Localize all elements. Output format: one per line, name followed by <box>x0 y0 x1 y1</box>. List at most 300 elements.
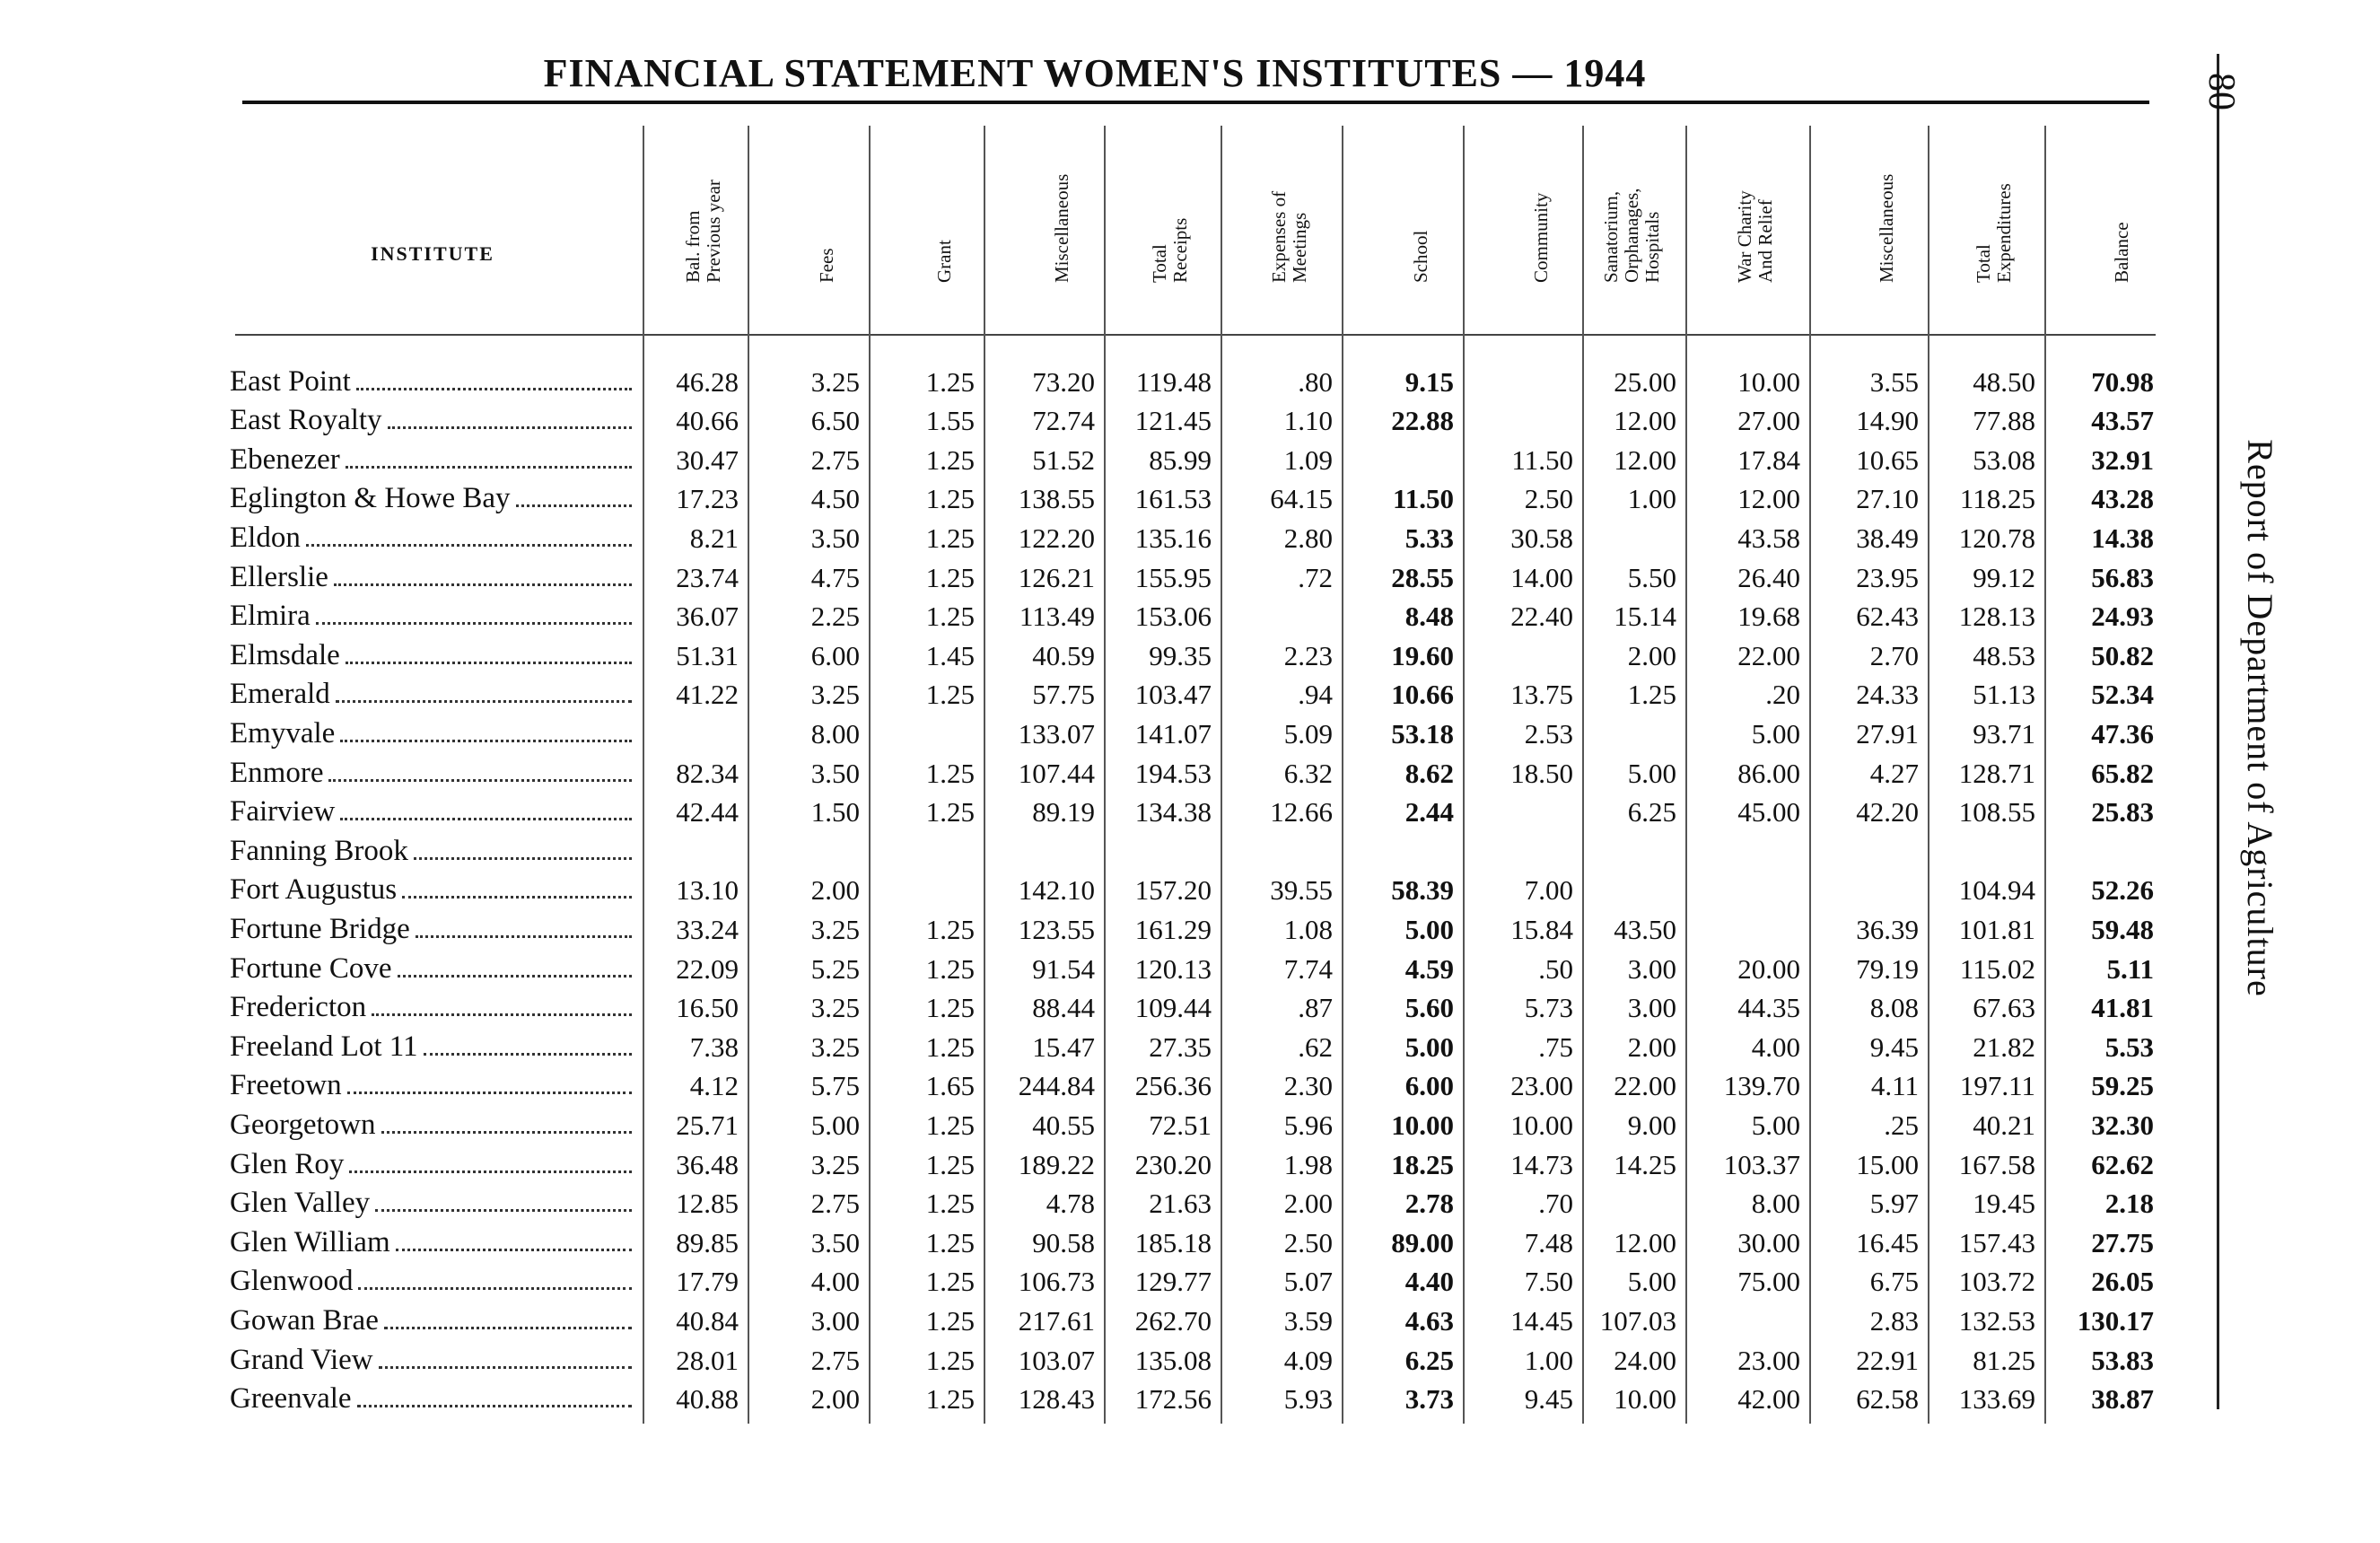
cell-community: .75 <box>1538 1030 1573 1063</box>
cell-balance: 56.83 <box>2091 561 2154 593</box>
cell-bal-previous-year: 36.48 <box>676 1148 739 1180</box>
cell-balance: 38.87 <box>2091 1383 2154 1416</box>
cell-sanatorium-orphanages-hospitals: 12.00 <box>1614 405 1676 437</box>
institute-cell <box>230 359 632 399</box>
cell-community: 2.50 <box>1524 483 1573 515</box>
institute-name: Glen William <box>230 1225 390 1258</box>
column-header-label: Miscellaneous <box>1051 173 1072 283</box>
table-row <box>0 672 2172 712</box>
column-header-receipts-miscellaneous <box>985 126 1106 337</box>
column-header-bal-previous-year <box>644 126 749 337</box>
cell-balance: 53.83 <box>2091 1344 2154 1376</box>
cell-war-charity-relief: 20.00 <box>1737 952 1800 985</box>
cell-receipts-miscellaneous: 73.20 <box>1032 365 1095 398</box>
column-header-label: War Charity And Relief <box>1734 190 1776 283</box>
cell-fees: 1.50 <box>810 796 860 828</box>
leader-dots <box>379 1366 632 1369</box>
cell-expenses-of-meetings <box>1222 594 1343 634</box>
cell-bal-previous-year: 4.12 <box>689 1070 739 1102</box>
institute-name: Eldon <box>230 521 301 554</box>
cell-sanatorium-orphanages-hospitals <box>1584 828 1687 868</box>
cell-war-charity-relief: 103.37 <box>1723 1148 1800 1180</box>
cell-receipts-miscellaneous: 107.44 <box>1018 757 1095 789</box>
institute-cell <box>230 828 632 868</box>
cell-expenditures-miscellaneous: 4.27 <box>1869 757 1919 789</box>
cell-sanatorium-orphanages-hospitals <box>1584 711 1687 750</box>
cell-fees: 4.75 <box>810 561 860 593</box>
cell-fees: 3.50 <box>810 757 860 789</box>
institute-name: Emyvale <box>230 716 336 750</box>
cell-total-receipts: 135.08 <box>1134 1344 1212 1376</box>
cell-receipts-miscellaneous: 72.74 <box>1032 405 1095 437</box>
cell-community: 14.45 <box>1510 1304 1573 1337</box>
cell-war-charity-relief: 5.00 <box>1751 717 1800 750</box>
cell-community <box>1465 828 1584 868</box>
column-header-label: Total Receipts <box>1149 217 1191 283</box>
cell-balance: 59.48 <box>2091 913 2154 945</box>
cell-sanatorium-orphanages-hospitals: 10.00 <box>1614 1383 1676 1416</box>
leader-dots <box>358 1287 632 1290</box>
cell-expenses-of-meetings: .72 <box>1298 561 1333 593</box>
cell-bal-previous-year: 17.23 <box>676 483 739 515</box>
cell-receipts-miscellaneous <box>985 828 1106 868</box>
cell-sanatorium-orphanages-hospitals <box>1584 515 1687 555</box>
cell-total-expenditures: 48.50 <box>1973 365 2035 398</box>
cell-bal-previous-year: 30.47 <box>676 443 739 476</box>
leader-dots <box>357 1405 632 1407</box>
cell-balance: 32.30 <box>2091 1109 2154 1141</box>
cell-fees: 3.25 <box>810 1030 860 1063</box>
cell-expenses-of-meetings: .87 <box>1298 992 1333 1024</box>
leader-dots <box>336 700 632 703</box>
table-row <box>0 515 2172 555</box>
column-header-label: Miscellaneous <box>1876 173 1897 283</box>
cell-expenses-of-meetings: .94 <box>1298 679 1333 711</box>
cell-community: 7.00 <box>1524 874 1573 907</box>
table-row <box>0 1220 2172 1259</box>
cell-receipts-miscellaneous: 189.22 <box>1018 1148 1095 1180</box>
cell-community: .50 <box>1538 952 1573 985</box>
cell-sanatorium-orphanages-hospitals: 1.00 <box>1627 483 1676 515</box>
cell-bal-previous-year: 8.21 <box>689 522 739 554</box>
cell-grant: 1.25 <box>925 952 975 985</box>
cell-total-expenditures: 77.88 <box>1973 405 2035 437</box>
institute-cell <box>230 1024 632 1064</box>
cell-community: 15.84 <box>1510 913 1573 945</box>
cell-balance: 70.98 <box>2091 365 2154 398</box>
cell-sanatorium-orphanages-hospitals: 3.00 <box>1627 952 1676 985</box>
cell-community <box>1465 399 1584 438</box>
cell-grant: 1.25 <box>925 1383 975 1416</box>
institute-cell <box>230 946 632 986</box>
cell-grant: 1.25 <box>925 1109 975 1141</box>
cell-fees: 5.00 <box>810 1109 860 1141</box>
cell-expenses-of-meetings: 2.00 <box>1283 1188 1333 1220</box>
cell-total-receipts: 21.63 <box>1149 1188 1212 1220</box>
cell-total-receipts: 256.36 <box>1134 1070 1212 1102</box>
column-header-fees <box>749 126 871 337</box>
cell-bal-previous-year <box>644 828 749 868</box>
cell-expenses-of-meetings: .80 <box>1298 365 1333 398</box>
cell-total-expenditures: 120.78 <box>1958 522 2035 554</box>
cell-sanatorium-orphanages-hospitals: 25.00 <box>1614 365 1676 398</box>
cell-school: 11.50 <box>1392 483 1454 515</box>
cell-grant: 1.25 <box>925 1226 975 1258</box>
cell-bal-previous-year: 51.31 <box>676 639 739 671</box>
cell-total-receipts: 153.06 <box>1134 601 1212 633</box>
cell-receipts-miscellaneous: 142.10 <box>1018 874 1095 907</box>
cell-grant: 1.45 <box>925 639 975 671</box>
institute-cell <box>230 1377 632 1416</box>
cell-sanatorium-orphanages-hospitals: 6.25 <box>1627 796 1676 828</box>
cell-war-charity-relief: 42.00 <box>1737 1383 1800 1416</box>
cell-war-charity-relief: 5.00 <box>1751 1109 1800 1141</box>
cell-balance: 41.81 <box>2091 992 2154 1024</box>
cell-school: 8.62 <box>1404 757 1454 789</box>
column-header-community <box>1465 126 1584 337</box>
cell-school: 18.25 <box>1391 1148 1454 1180</box>
header-rule <box>235 334 2156 336</box>
cell-grant: 1.25 <box>925 601 975 633</box>
cell-balance: 130.17 <box>2077 1304 2154 1337</box>
cell-war-charity-relief: 44.35 <box>1737 992 1800 1024</box>
cell-expenses-of-meetings: 1.09 <box>1283 443 1333 476</box>
cell-fees: 3.25 <box>810 365 860 398</box>
cell-balance: 27.75 <box>2091 1226 2154 1258</box>
cell-war-charity-relief: 75.00 <box>1737 1266 1800 1298</box>
column-header-label: Balance <box>2111 222 2132 283</box>
leader-dots <box>388 426 632 429</box>
cell-grant: 1.25 <box>925 913 975 945</box>
cell-war-charity-relief: 10.00 <box>1737 365 1800 398</box>
cell-balance: 32.91 <box>2091 443 2154 476</box>
cell-community <box>1465 359 1584 399</box>
cell-school <box>1343 437 1465 477</box>
cell-community: 23.00 <box>1510 1070 1573 1102</box>
cell-grant: 1.25 <box>925 992 975 1024</box>
cell-war-charity-relief <box>1687 907 1811 946</box>
cell-receipts-miscellaneous: 138.55 <box>1018 483 1095 515</box>
cell-balance: 50.82 <box>2091 639 2154 671</box>
cell-school: 89.00 <box>1391 1226 1454 1258</box>
leader-dots <box>375 1209 632 1212</box>
cell-grant: 1.25 <box>925 365 975 398</box>
leader-dots <box>346 662 632 664</box>
cell-total-expenditures: 133.69 <box>1958 1383 2035 1416</box>
cell-expenditures-miscellaneous: 8.08 <box>1869 992 1919 1024</box>
cell-sanatorium-orphanages-hospitals <box>1584 1181 1687 1221</box>
institute-name: Glen Valley <box>230 1187 371 1220</box>
cell-receipts-miscellaneous: 122.20 <box>1018 522 1095 554</box>
cell-total-receipts: 230.20 <box>1134 1148 1212 1180</box>
institute-cell <box>230 790 632 829</box>
cell-school: 3.73 <box>1404 1383 1454 1416</box>
cell-grant: 1.25 <box>925 1188 975 1220</box>
cell-total-receipts: 119.48 <box>1135 365 1212 398</box>
cell-community: 13.75 <box>1510 679 1573 711</box>
cell-bal-previous-year: 12.85 <box>676 1188 739 1220</box>
cell-balance: 65.82 <box>2091 757 2154 789</box>
cell-bal-previous-year: 46.28 <box>676 365 739 398</box>
cell-receipts-miscellaneous: 103.07 <box>1018 1344 1095 1376</box>
leader-dots <box>414 857 632 860</box>
column-header-school <box>1343 126 1465 337</box>
cell-balance: 62.62 <box>2091 1148 2154 1180</box>
cell-bal-previous-year <box>644 711 749 750</box>
institute-name: Fanning Brook <box>230 834 408 867</box>
column-header-war-charity-relief <box>1687 126 1811 337</box>
table-row <box>0 1102 2172 1142</box>
cell-sanatorium-orphanages-hospitals: 22.00 <box>1614 1070 1676 1102</box>
cell-sanatorium-orphanages-hospitals: 1.25 <box>1627 679 1676 711</box>
leader-dots <box>356 388 632 390</box>
table-row <box>0 1337 2172 1377</box>
cell-total-receipts: 99.35 <box>1149 639 1212 671</box>
cell-community: 18.50 <box>1510 757 1573 789</box>
cell-fees: 4.50 <box>810 483 860 515</box>
cell-school: 5.00 <box>1404 913 1454 945</box>
institute-name: Emerald <box>230 678 330 711</box>
cell-expenditures-miscellaneous: 4.11 <box>1870 1070 1919 1102</box>
cell-grant: 1.25 <box>925 757 975 789</box>
cell-sanatorium-orphanages-hospitals: 12.00 <box>1614 1226 1676 1258</box>
institute-name: East Royalty <box>230 404 382 437</box>
institute-name: Gowan Brae <box>230 1303 379 1337</box>
cell-fees: 6.50 <box>810 405 860 437</box>
cell-expenditures-miscellaneous: 27.91 <box>1856 717 1919 750</box>
cell-community: 14.73 <box>1510 1148 1573 1180</box>
leader-dots <box>316 622 632 625</box>
cell-total-expenditures: 67.63 <box>1973 992 2035 1024</box>
cell-school: 28.55 <box>1391 561 1454 593</box>
cell-war-charity-relief: 19.68 <box>1737 601 1800 633</box>
cell-expenses-of-meetings: 2.30 <box>1283 1070 1333 1102</box>
institute-name: Freeland Lot 11 <box>230 1030 418 1063</box>
cell-bal-previous-year: 17.79 <box>676 1266 739 1298</box>
cell-balance: 59.25 <box>2091 1070 2154 1102</box>
column-header-balance <box>2046 126 2165 337</box>
cell-bal-previous-year: 41.22 <box>676 679 739 711</box>
cell-total-receipts: 161.53 <box>1134 483 1212 515</box>
right-margin-rule <box>2217 54 2219 1409</box>
cell-receipts-miscellaneous: 40.55 <box>1032 1109 1095 1141</box>
cell-war-charity-relief: 27.00 <box>1737 405 1800 437</box>
institute-name: Grand View <box>230 1343 373 1376</box>
cell-sanatorium-orphanages-hospitals: 9.00 <box>1627 1109 1676 1141</box>
cell-fees: 4.00 <box>810 1266 860 1298</box>
cell-receipts-miscellaneous: 123.55 <box>1018 913 1095 945</box>
cell-fees: 2.00 <box>810 874 860 907</box>
cell-fees: 6.00 <box>810 639 860 671</box>
institute-cell <box>230 1064 632 1103</box>
cell-community: 11.50 <box>1511 443 1573 476</box>
cell-expenditures-miscellaneous: 9.45 <box>1869 1030 1919 1063</box>
cell-balance: 47.36 <box>2091 717 2154 750</box>
cell-expenditures-miscellaneous: 16.45 <box>1856 1226 1919 1258</box>
cell-school: 10.66 <box>1391 679 1454 711</box>
cell-expenses-of-meetings: .62 <box>1298 1030 1333 1063</box>
institute-cell <box>230 399 632 438</box>
cell-total-receipts: 120.13 <box>1134 952 1212 985</box>
cell-balance: 26.05 <box>2091 1266 2154 1298</box>
institute-name: Fortune Cove <box>230 951 392 985</box>
leader-dots <box>340 818 632 820</box>
cell-community: 30.58 <box>1510 522 1573 554</box>
cell-total-receipts: 109.44 <box>1134 992 1212 1024</box>
cell-total-receipts: 172.56 <box>1134 1383 1212 1416</box>
cell-expenditures-miscellaneous: 79.19 <box>1856 952 1919 985</box>
cell-school: 4.63 <box>1404 1304 1454 1337</box>
cell-expenditures-miscellaneous: 2.83 <box>1869 1304 1919 1337</box>
cell-bal-previous-year: 40.66 <box>676 405 739 437</box>
cell-sanatorium-orphanages-hospitals: 15.14 <box>1614 601 1676 633</box>
cell-school: 6.25 <box>1404 1344 1454 1376</box>
cell-bal-previous-year: 13.10 <box>676 874 739 907</box>
cell-total-receipts: 103.47 <box>1134 679 1212 711</box>
cell-war-charity-relief: 139.70 <box>1723 1070 1800 1102</box>
institute-name: Fredericton <box>230 991 367 1024</box>
table-row <box>0 477 2172 516</box>
cell-balance: 2.18 <box>2104 1188 2154 1220</box>
cell-total-receipts: 194.53 <box>1134 757 1212 789</box>
cell-receipts-miscellaneous: 15.47 <box>1032 1030 1095 1063</box>
cell-total-expenditures: 103.72 <box>1958 1266 2035 1298</box>
column-header-label: Bal. from Previous year <box>681 180 724 283</box>
cell-total-receipts: 85.99 <box>1149 443 1212 476</box>
cell-receipts-miscellaneous: 40.59 <box>1032 639 1095 671</box>
cell-expenses-of-meetings: 2.80 <box>1283 522 1333 554</box>
institute-name: Freetown <box>230 1069 342 1102</box>
cell-school: 53.18 <box>1391 717 1454 750</box>
cell-fees: 3.50 <box>810 1226 860 1258</box>
cell-grant <box>871 868 985 907</box>
cell-school: 2.44 <box>1404 796 1454 828</box>
column-header-label: Expenses of Meetings <box>1267 190 1310 283</box>
cell-sanatorium-orphanages-hospitals: 5.00 <box>1627 757 1676 789</box>
cell-bal-previous-year: 89.85 <box>676 1226 739 1258</box>
cell-balance: 5.53 <box>2104 1030 2154 1063</box>
cell-expenditures-miscellaneous: 27.10 <box>1856 483 1919 515</box>
leader-dots <box>402 896 632 899</box>
institute-name: Ebenezer <box>230 443 340 476</box>
cell-fees: 2.75 <box>810 443 860 476</box>
cell-receipts-miscellaneous: 133.07 <box>1018 717 1095 750</box>
institute-cell <box>230 711 632 750</box>
cell-grant: 1.25 <box>925 679 975 711</box>
cell-war-charity-relief: 45.00 <box>1737 796 1800 828</box>
leader-dots <box>424 1053 632 1056</box>
cell-bal-previous-year: 40.88 <box>676 1383 739 1416</box>
cell-school: 58.39 <box>1391 874 1454 907</box>
cell-total-expenditures: 197.11 <box>1959 1070 2035 1102</box>
institute-cell <box>230 1181 632 1221</box>
table-row <box>0 1259 2172 1299</box>
cell-sanatorium-orphanages-hospitals: 107.03 <box>1599 1304 1676 1337</box>
cell-receipts-miscellaneous: 244.84 <box>1018 1070 1095 1102</box>
cell-receipts-miscellaneous: 51.52 <box>1032 443 1095 476</box>
institute-name: East Point <box>230 364 351 398</box>
cell-grant: 1.25 <box>925 561 975 593</box>
institute-name: Fortune Bridge <box>230 912 410 945</box>
column-header-expenses-of-meetings <box>1222 126 1343 337</box>
cell-community: 10.00 <box>1510 1109 1573 1141</box>
column-header-total-receipts <box>1106 126 1222 337</box>
cell-expenses-of-meetings: 5.09 <box>1283 717 1333 750</box>
cell-community: 7.48 <box>1524 1226 1573 1258</box>
cell-war-charity-relief: .20 <box>1765 679 1800 711</box>
cell-school: 5.00 <box>1404 1030 1454 1063</box>
cell-fees: 3.25 <box>810 992 860 1024</box>
cell-school: 10.00 <box>1391 1109 1454 1141</box>
cell-sanatorium-orphanages-hospitals: 5.50 <box>1627 561 1676 593</box>
cell-total-receipts: 185.18 <box>1134 1226 1212 1258</box>
cell-expenses-of-meetings: 3.59 <box>1283 1304 1333 1337</box>
cell-community: 2.53 <box>1524 717 1573 750</box>
institute-cell <box>230 1259 632 1299</box>
cell-receipts-miscellaneous: 90.58 <box>1032 1226 1095 1258</box>
institute-cell <box>230 1337 632 1377</box>
cell-expenditures-miscellaneous: 2.70 <box>1869 639 1919 671</box>
cell-total-expenditures: 81.25 <box>1973 1344 2035 1376</box>
cell-bal-previous-year: 40.84 <box>676 1304 739 1337</box>
cell-expenses-of-meetings <box>1222 828 1343 868</box>
side-title: Report of Department of Agriculture <box>2240 439 2280 997</box>
cell-fees: 2.75 <box>810 1344 860 1376</box>
cell-grant: 1.65 <box>925 1070 975 1102</box>
cell-bal-previous-year: 7.38 <box>689 1030 739 1063</box>
cell-total-receipts: 262.70 <box>1134 1304 1212 1337</box>
cell-expenditures-miscellaneous: 6.75 <box>1869 1266 1919 1298</box>
institute-name: Enmore <box>230 756 324 789</box>
cell-sanatorium-orphanages-hospitals: 2.00 <box>1627 639 1676 671</box>
cell-total-expenditures: 101.81 <box>1958 913 2035 945</box>
cell-grant: 1.25 <box>925 1266 975 1298</box>
cell-balance: 24.93 <box>2091 601 2154 633</box>
leader-dots <box>328 779 632 782</box>
table-row <box>0 750 2172 790</box>
cell-fees: 5.25 <box>810 952 860 985</box>
cell-school: 9.15 <box>1404 365 1454 398</box>
cell-grant: 1.25 <box>925 796 975 828</box>
leader-dots <box>384 1327 632 1329</box>
cell-war-charity-relief <box>1687 868 1811 907</box>
cell-expenditures-miscellaneous <box>1811 828 1929 868</box>
cell-total-receipts: 155.95 <box>1134 561 1212 593</box>
cell-receipts-miscellaneous: 128.43 <box>1018 1383 1095 1416</box>
cell-school: 5.33 <box>1404 522 1454 554</box>
cell-grant: 1.25 <box>925 522 975 554</box>
cell-community: 22.40 <box>1510 601 1573 633</box>
cell-grant: 1.25 <box>925 1030 975 1063</box>
cell-expenditures-miscellaneous: 5.97 <box>1869 1188 1919 1220</box>
cell-total-expenditures: 108.55 <box>1958 796 2035 828</box>
leader-dots <box>372 1013 632 1016</box>
leader-dots <box>398 975 632 978</box>
table-row <box>0 828 2172 868</box>
cell-expenses-of-meetings: 12.66 <box>1270 796 1333 828</box>
cell-receipts-miscellaneous: 113.49 <box>1019 601 1095 633</box>
cell-expenditures-miscellaneous: 23.95 <box>1856 561 1919 593</box>
cell-expenditures-miscellaneous: 24.33 <box>1856 679 1919 711</box>
cell-war-charity-relief: 26.40 <box>1737 561 1800 593</box>
cell-grant <box>871 711 985 750</box>
institute-name: Elmira <box>230 600 311 633</box>
cell-community: 14.00 <box>1510 561 1573 593</box>
institute-name: Glen Roy <box>230 1147 345 1180</box>
cell-expenditures-miscellaneous: 62.43 <box>1856 601 1919 633</box>
cell-expenses-of-meetings: 5.93 <box>1283 1383 1333 1416</box>
table-row <box>0 790 2172 829</box>
